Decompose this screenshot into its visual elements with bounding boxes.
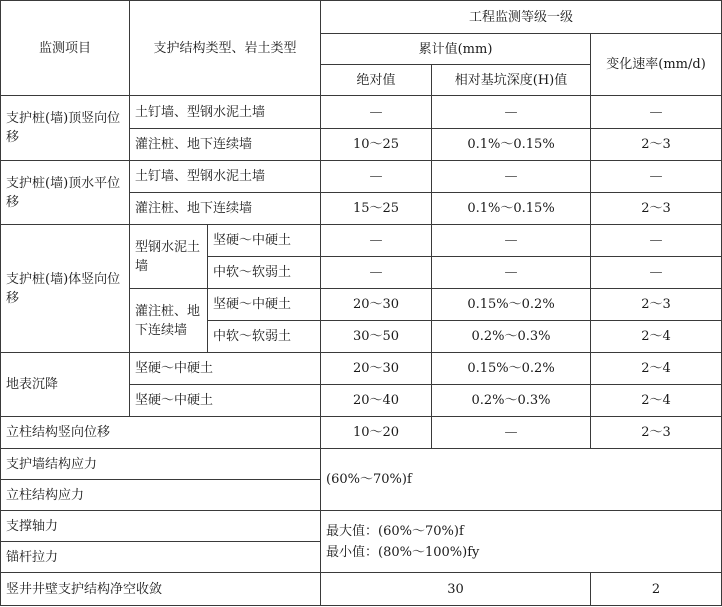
header-absolute: 绝对值: [321, 65, 432, 96]
table-row: [1, 511, 722, 542]
header-relative: 相对基坑深度(H)值: [432, 65, 591, 96]
rate-cell: 2～4: [591, 321, 722, 353]
strut-force-label: 支撑轴力: [1, 511, 321, 542]
force-value: [321, 511, 722, 573]
absolute-cell: 10～20: [321, 417, 432, 449]
rate-cell: 2～3: [591, 417, 722, 449]
rate-cell: —: [591, 96, 722, 129]
structure-type-cell: 土钉墙、型钢水泥土墙: [130, 96, 321, 129]
rate-cell: 2～4: [591, 385, 722, 417]
sub-type-bored-pile: 灌注桩、地下连续墙: [130, 289, 208, 353]
table-row: [1, 353, 722, 385]
absolute-cell: 20～30: [321, 289, 432, 321]
header-monitor-item: 监测项目: [1, 1, 130, 96]
relative-cell: 0.15%～0.2%: [432, 353, 591, 385]
relative-cell: 0.1%～0.15%: [432, 129, 591, 161]
header-level: 工程监测等级一级: [321, 1, 722, 34]
header-row-1: [1, 1, 722, 34]
column-vertical-label: 立柱结构竖向位移: [1, 417, 321, 449]
header-rate: 变化速率(mm/d): [591, 34, 722, 96]
rate-cell: —: [591, 257, 722, 289]
relative-cell: —: [432, 225, 591, 257]
relative-cell: 0.2%～0.3%: [432, 321, 591, 353]
soil-type-cell: 中软～软弱土: [208, 321, 321, 353]
group-label-body-vertical: 支护桩(墙)体竖向位移: [1, 225, 130, 353]
rate-cell: 2～4: [591, 353, 722, 385]
relative-cell: 0.2%～0.3%: [432, 385, 591, 417]
relative-cell: 0.15%～0.2%: [432, 289, 591, 321]
rate-cell: —: [591, 225, 722, 257]
table-row: [1, 96, 722, 129]
relative-cell: —: [432, 417, 591, 449]
structure-type-cell: 土钉墙、型钢水泥土墙: [130, 161, 321, 193]
soil-type-cell: 坚硬～中硬土: [208, 225, 321, 257]
absolute-cell: 20～40: [321, 385, 432, 417]
force-min-value: 最小值：(80%～100%)fy: [326, 544, 480, 560]
rate-cell: 2～3: [591, 193, 722, 225]
group-label-top-vertical: 支护桩(墙)顶竖向位移: [1, 96, 130, 161]
absolute-cell: 10～25: [321, 129, 432, 161]
header-structure-type: 支护结构类型、岩土类型: [130, 1, 321, 96]
shaft-rate: 2: [591, 573, 722, 606]
group-label-surface: 地表沉降: [1, 353, 130, 417]
absolute-cell: 20～30: [321, 353, 432, 385]
relative-cell: —: [432, 257, 591, 289]
relative-cell: —: [432, 96, 591, 129]
absolute-cell: —: [321, 225, 432, 257]
stress-value: (60%～70%)f: [321, 449, 722, 511]
column-stress-label: 立柱结构应力: [1, 480, 321, 511]
absolute-cell: —: [321, 257, 432, 289]
absolute-cell: —: [321, 161, 432, 193]
anchor-force-label: 锚杆拉力: [1, 542, 321, 573]
soil-type-cell: 坚硬～中硬土: [208, 289, 321, 321]
table-row: [1, 573, 722, 606]
soil-type-cell: 坚硬～中硬土: [130, 353, 321, 385]
table-row: [1, 449, 722, 480]
shaft-value: 30: [321, 573, 591, 606]
rate-cell: 2～3: [591, 289, 722, 321]
relative-cell: —: [432, 161, 591, 193]
sub-type-steel-cement: 型钢水泥土墙: [130, 225, 208, 289]
soil-type-cell: 坚硬～中硬土: [130, 385, 321, 417]
rate-cell: —: [591, 161, 722, 193]
shaft-convergence-label: 竖井井壁支护结构净空收敛: [1, 573, 321, 606]
wall-stress-label: 支护墙结构应力: [1, 449, 321, 480]
absolute-cell: 15～25: [321, 193, 432, 225]
table-row: [1, 161, 722, 193]
structure-type-cell: 灌注桩、地下连续墙: [130, 129, 321, 161]
absolute-cell: —: [321, 96, 432, 129]
table-row: [1, 417, 722, 449]
structure-type-cell: 灌注桩、地下连续墙: [130, 193, 321, 225]
table-row: [1, 225, 722, 257]
absolute-cell: 30～50: [321, 321, 432, 353]
relative-cell: 0.1%～0.15%: [432, 193, 591, 225]
soil-type-cell: 中软～软弱土: [208, 257, 321, 289]
rate-cell: 2～3: [591, 129, 722, 161]
header-cumulative: 累计值(mm): [321, 34, 591, 65]
group-label-top-horizontal: 支护桩(墙)顶水平位移: [1, 161, 130, 225]
force-max-value: 最大值：(60%～70%)f: [326, 523, 464, 539]
